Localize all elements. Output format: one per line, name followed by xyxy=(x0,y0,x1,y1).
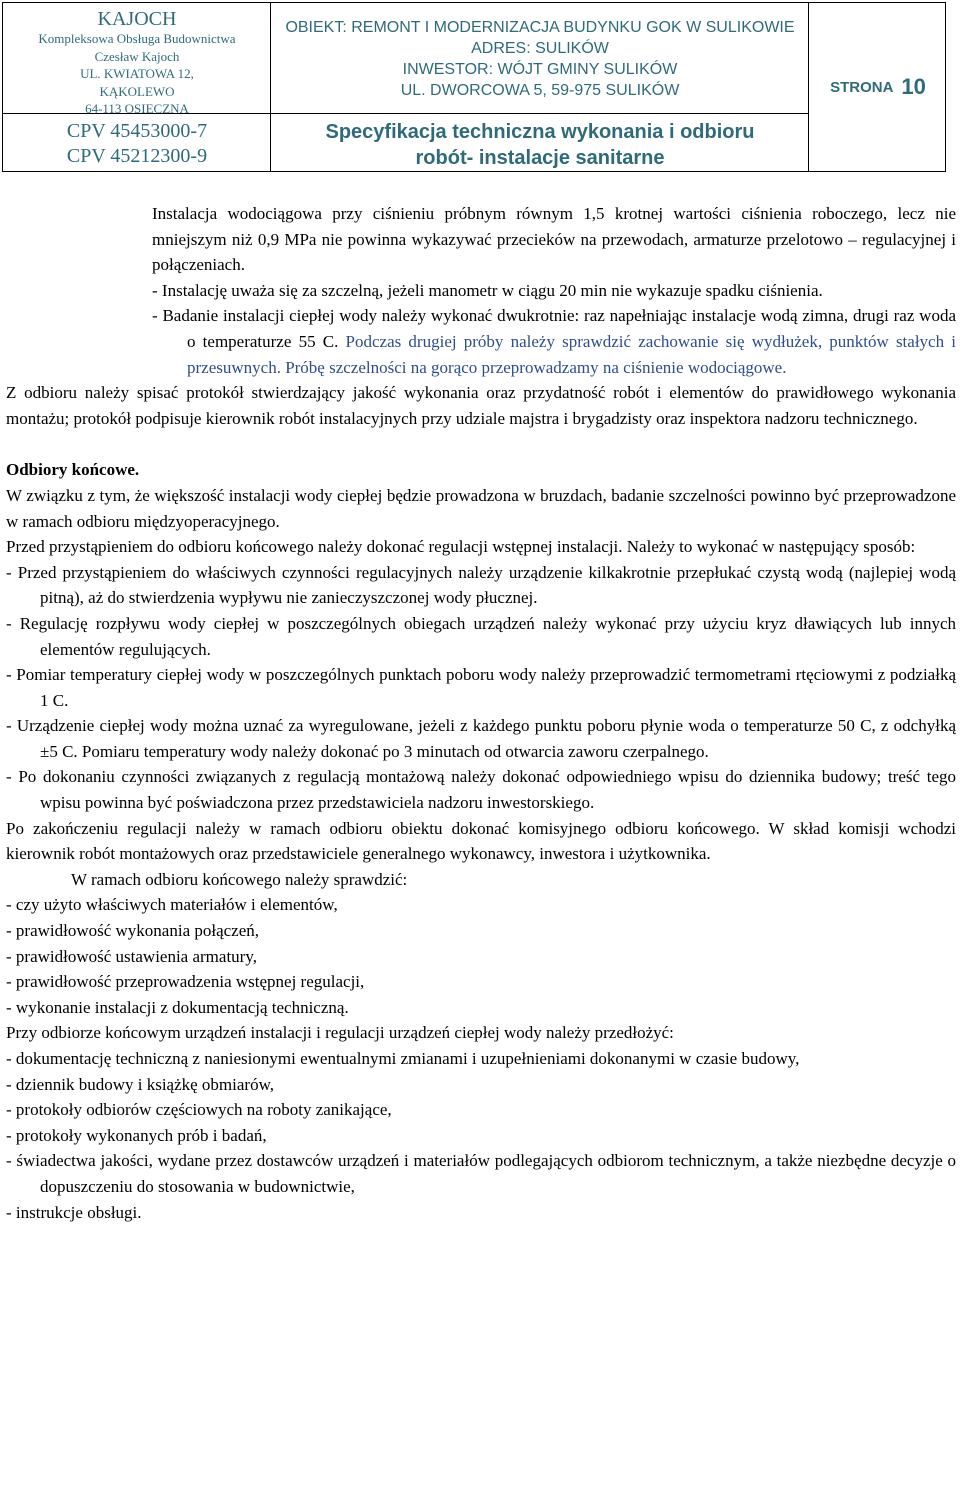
paragraph: Instalacja wodociągowa przy ciśnieniu próbnym równym 1,5 krotnej wartości ciśnienia roboczego, lecz nie mniejszym niż 0,9 MPa nie powinna wykazywać przecieków na przewodach, armaturze przelotowo – regulacyjnej i połączeniach. xyxy=(152,204,956,275)
paragraph: W ramach odbioru końcowego należy sprawdzić: xyxy=(71,869,408,889)
project-info xyxy=(271,3,809,114)
text-segment: - Badanie instalacji ciepłej wody należy wykonać dwukrotnie: raz napełniając instalacje wodą zimna, drugi raz woda o temperaturze 55 C. xyxy=(152,306,956,351)
page-number-box xyxy=(809,3,947,171)
company-line: Kompleksowa Obsługa Budownictwa xyxy=(38,31,236,46)
document-body xyxy=(6,201,956,1225)
company-line: UL. KWIATOWA 12, xyxy=(80,66,194,81)
list-item: - dokumentację techniczną z naniesionymi ewentualnymi zmianami i uzupełnieniami dokonanymi w czasie budowy, xyxy=(6,1049,800,1068)
spec-title xyxy=(271,114,809,171)
spec-title-line: robót- instalacje sanitarne xyxy=(415,147,665,169)
divider xyxy=(808,3,809,171)
cpv-code: CPV 45212300-9 xyxy=(66,145,208,167)
company-line: 64-113 OSIECZNA xyxy=(85,101,189,116)
project-line: ADRES: SULIKÓW xyxy=(471,40,609,57)
list-item: - Regulację rozpływu wody ciepłej w poszczególnych obiegach urządzeń należy wykonać przy użyciu kryz dławiących lub innych elementów regulujących. xyxy=(6,613,956,659)
project-line: UL. DWORCOWA 5, 59-975 SULIKÓW xyxy=(400,82,680,99)
list-item: - Instalację uważa się za szczelną, jeżeli manometr w ciągu 20 min nie wykazuje spadku ciśnienia. xyxy=(152,280,823,300)
paragraph: W związku z tym, że większość instalacji wody ciepłej będzie prowadzona w bruzdach, badanie szczelności powinno być przeprowadzone w ramach odbioru międzyoperacyjnego. xyxy=(6,485,956,531)
list-item: - protokoły wykonanych prób i badań, xyxy=(6,1125,267,1145)
company-line: KĄKOLEWO xyxy=(99,83,175,99)
divider xyxy=(270,3,271,171)
company-line: Czesław Kajoch xyxy=(94,48,180,64)
list-item: - świadectwa jakości, wydane przez dostawców urządzeń i materiałów podlegających odbiorom technicznym, a także niezbędne decyzje o dopuszczeniu do stosowania w budownictwie, xyxy=(6,1151,956,1196)
list-item: - Urządzenie ciepłej wody można uznać za wyregulowane, jeżeli z każdego punktu poboru płynie woda o temperaturze 50 C, z odchyłką ±5 C. Pomiaru temperatury wody należy dokonać po 3 minutach od otwarcia zaworu czerpalnego. xyxy=(6,716,956,761)
cpv-codes xyxy=(3,114,271,171)
list-item: - dziennik budowy i książkę obmiarów, xyxy=(6,1074,274,1094)
list-item: - Pomiar temperatury ciepłej wody w poszczególnych punktach poboru wody należy przeprowadzić termometrami rtęciowymi z podziałką 1 C. xyxy=(6,665,956,710)
list-item: - protokoły odbiorów częściowych na roboty zanikające, xyxy=(6,1100,392,1120)
list-item: - Po dokonaniu czynności związanych z regulacją montażową należy dokonać odpowiedniego wpisu do dziennika budowy; treść tego wpisu powinna być poświadczona przez przedstawiciela nadzoru inwestorskiego. xyxy=(6,767,956,813)
list-item: - wykonanie instalacji z dokumentacją techniczną. xyxy=(6,997,349,1017)
list-item: - prawidłowość przeprowadzenia wstępnej regulacji, xyxy=(6,972,365,992)
company-name: KAJOCH xyxy=(97,8,177,30)
list-item: - Przed przystąpieniem do właściwych czynności regulacyjnych należy urządzenie kilkakrotnie przepłukać czystą wodą (najlepiej wodą pitną), aż do stwierdzenia wypływu nie zanieczyszczonej wody płucznej. xyxy=(6,562,956,608)
paragraph: Z odbioru należy spisać protokół stwierdzający jakość wykonania oraz przydatność robót i elementów do prawidłowego wykonania montażu; protokół podpisuje kierownik robót instalacyjnych przy udziale majstra i brygadzisty oraz inspektora nadzoru technicznego. xyxy=(6,383,956,428)
list-item: - instrukcje obsługi. xyxy=(6,1202,142,1222)
text-segment: Podczas drugiej próby należy sprawdzić zachowanie się wydłużek, punktów stałych i przesuwnych. Próbę szczelności na gorąco przeprowadzamy na ciśnienie wodociągowe. xyxy=(187,331,956,377)
list-item: - czy użyto właściwych materiałów i elementów, xyxy=(6,895,338,915)
list-item xyxy=(6,303,956,380)
list-item: - prawidłowość wykonania połączeń, xyxy=(6,921,260,941)
page-label: STRONA xyxy=(830,78,894,96)
project-line: OBIEKT: REMONT I MODERNIZACJA BUDYNKU GOK W SULIKOWIE xyxy=(285,19,795,36)
page-number: 10 xyxy=(901,74,926,99)
cpv-code: CPV 45453000-7 xyxy=(66,120,208,142)
section-heading: Odbiory końcowe. xyxy=(6,460,140,480)
company-info xyxy=(3,3,271,114)
list-item: - prawidłowość ustawienia armatury, xyxy=(6,946,257,966)
divider xyxy=(3,113,808,114)
paragraph: Po zakończeniu regulacji należy w ramach odbioru obiektu dokonać komisyjnego odbioru końcowego. W skład komisji wchodzi kierownik robót montażowych oraz przedstawiciele generalnego wykonawcy, inwestora i użytkownika. xyxy=(6,818,956,864)
project-line: INWESTOR: WÓJT GMINY SULIKÓW xyxy=(402,61,678,78)
spec-title-line: Specyfikacja techniczna wykonania i odbioru xyxy=(325,121,755,143)
document-header xyxy=(2,2,946,172)
paragraph: Przed przystąpieniem do odbioru końcowego należy dokonać regulacji wstępnej instalacji. Należy to wykonać w następujący sposób: xyxy=(6,537,916,557)
paragraph: Przy odbiorze końcowym urządzeń instalacji i regulacji urządzeń ciepłej wody należy przedłożyć: xyxy=(6,1023,674,1043)
